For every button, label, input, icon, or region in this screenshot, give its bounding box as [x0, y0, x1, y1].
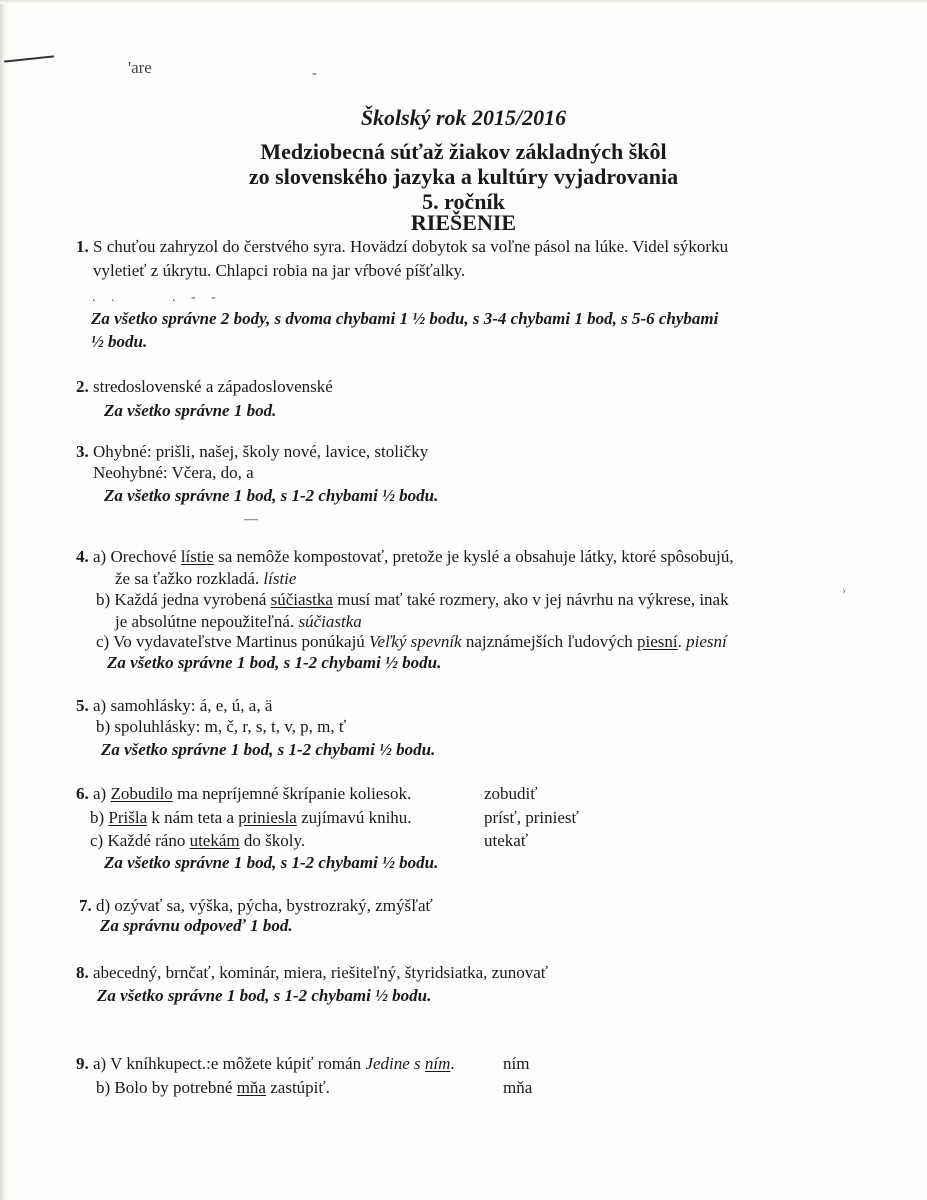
answer-text: a) samohlásky: á, e, ú, a, ä — [93, 696, 273, 715]
question-number: 2. — [76, 377, 89, 396]
underlined-word: mňa — [236, 1078, 266, 1097]
question-8 — [76, 962, 548, 984]
question-4-scoring: Za všetko správne 1 bod, s 1-2 chybami ½ bodu. — [107, 653, 442, 672]
corner-handwritten-mark: 'are — [128, 58, 152, 77]
question-6b-answer: prísť, priniesť — [484, 808, 579, 827]
stray-dots-mark-2: . - - — [172, 290, 222, 305]
question-5b: b) spoluhlásky: m, č, r, s, t, v, p, m, ť — [96, 717, 347, 736]
question-1-line2: vyletieť z úkrytu. Chlapci robia na jar vŕbové píšťalky. — [93, 261, 466, 280]
grade-label: 5. ročník — [422, 189, 505, 214]
question-9b-answer: mňa — [503, 1078, 533, 1097]
answer-text: b) — [90, 808, 109, 827]
question-9b — [96, 1077, 330, 1099]
answer-text: b) Bolo by potrebné — [96, 1078, 237, 1097]
book-title: Jedine s — [365, 1054, 425, 1073]
school-year-title: Školský rok 2015/2016 — [360, 105, 567, 130]
answer-text: a) — [93, 784, 111, 803]
competition-title-line1: Medziobecná súťaž žiakov základných škôl — [260, 139, 667, 164]
question-8-scoring: Za všetko správne 1 bod, s 1-2 chybami ½ bodu. — [97, 986, 432, 1005]
question-3-line2: Neohybné: Včera, do, a — [93, 463, 254, 482]
question-4a-line2 — [115, 568, 296, 590]
book-title: Veľký spevník — [369, 632, 462, 651]
answer-word: piesní — [686, 632, 727, 651]
answer-text: S chuťou zahryzol do čerstvého syra. Hovädzí dobytok sa voľne pásol na lúke. Videl sýkorku — [93, 237, 729, 256]
pen-stroke-mark — [4, 55, 54, 62]
answer-text: sa nemôže kompostovať, pretože je kyslé a obsahuje látky, ktoré spôsobujú, — [213, 547, 734, 566]
question-7-scoring: Za správnu odpoveď 1 bod. — [100, 916, 293, 935]
answer-text: zujímavú knihu. — [296, 808, 412, 827]
question-7 — [79, 895, 433, 917]
answer-text: b) Každá jedna vyrobená — [96, 590, 271, 609]
question-6-scoring: Za všetko správne 1 bod, s 1-2 chybami ½ bodu. — [104, 853, 439, 872]
answer-text: k nám teta a — [147, 808, 239, 827]
question-number: 9. — [76, 1054, 89, 1073]
answer-word: lístie — [263, 569, 297, 588]
question-4b — [96, 589, 729, 611]
stray-dash-mark-2: — — [244, 512, 258, 527]
question-4b-line2 — [115, 611, 362, 633]
answer-text: a) Orechové — [93, 547, 181, 566]
answer-text: do školy. — [239, 831, 306, 850]
question-6a-answer: zobudiť — [484, 784, 538, 803]
stray-dash-mark: - — [312, 66, 317, 81]
answer-text: a) V kníhkupect.:e môžete kúpiť román — [93, 1054, 366, 1073]
answer-text: . — [450, 1054, 455, 1073]
question-3 — [76, 441, 428, 463]
question-number: 4. — [76, 547, 89, 566]
question-9a — [76, 1053, 455, 1075]
question-5a — [76, 695, 272, 717]
question-3-scoring: Za všetko správne 1 bod, s 1-2 chybami ½ bodu. — [104, 486, 439, 505]
answer-text: . — [677, 632, 682, 651]
underlined-word: ním — [424, 1054, 451, 1073]
scan-top-edge — [0, 0, 927, 4]
answer-text: je absolútne nepoužiteľná. — [115, 612, 295, 631]
underlined-word: Zobudilo — [110, 784, 173, 803]
answer-text: ma nepríjemné škrípanie koliesok. — [172, 784, 412, 803]
question-number: 7. — [79, 896, 92, 915]
answer-word: súčiastka — [298, 612, 362, 631]
competition-title-line2: zo slovenského jazyka a kultúry vyjadrovania — [248, 164, 679, 189]
answer-text: Ohybné: prišli, našej, školy nové, lavice, stoličky — [93, 442, 429, 461]
question-number: 6. — [76, 784, 89, 803]
question-number: 3. — [76, 442, 89, 461]
answer-text: že sa ťažko rozkladá. — [115, 569, 260, 588]
question-6c — [90, 830, 305, 852]
answer-text: c) Vo vydavateľstve Martinus ponúkajú — [96, 632, 370, 651]
underlined-word: priniesla — [238, 808, 297, 827]
stray-mark-right: › — [842, 583, 846, 597]
answer-text: c) Každé ráno — [90, 831, 190, 850]
answer-text: musí mať také rozmery, ako v jej návrhu na výkrese, inak — [332, 590, 729, 609]
question-2 — [76, 376, 333, 398]
stray-dots-mark: . . — [92, 290, 121, 305]
underlined-word: súčiastka — [270, 590, 333, 609]
question-2-scoring: Za všetko správne 1 bod. — [104, 401, 277, 420]
answer-text: najznámejších ľudových — [461, 632, 638, 651]
question-6a — [76, 783, 411, 805]
underlined-word: Prišla — [108, 808, 148, 827]
question-6c-answer: utekať — [484, 831, 529, 850]
question-number: 5. — [76, 696, 89, 715]
answer-text: d) ozývať sa, výška, pýcha, bystrozraký, zmýšľať — [96, 896, 433, 915]
underlined-word: lístie — [180, 547, 214, 566]
question-4a — [76, 546, 734, 568]
question-1-scoring-line2: ½ bodu. — [91, 332, 148, 351]
answer-text: abecedný, brnčať, kominár, miera, riešiteľný, štyridsiatka, zunovať — [93, 963, 549, 982]
underlined-word: utekám — [189, 831, 240, 850]
answer-text: zastúpiť. — [265, 1078, 330, 1097]
question-number: 1. — [76, 237, 89, 256]
solution-heading: RIEŠENIE — [410, 210, 517, 235]
underlined-word: piesní — [637, 632, 678, 651]
question-1-scoring: Za všetko správne 2 body, s dvoma chybami 1 ½ bodu, s 3-4 chybami 1 bod, s 5-6 chybami — [91, 309, 719, 328]
question-number: 8. — [76, 963, 89, 982]
question-4c — [96, 631, 727, 653]
question-1 — [76, 236, 728, 258]
question-9a-answer: ním — [503, 1054, 530, 1073]
answer-text: stredoslovenské a západoslovenské — [93, 377, 333, 396]
question-5-scoring: Za všetko správne 1 bod, s 1-2 chybami ½ bodu. — [101, 740, 436, 759]
question-6b — [90, 807, 412, 829]
